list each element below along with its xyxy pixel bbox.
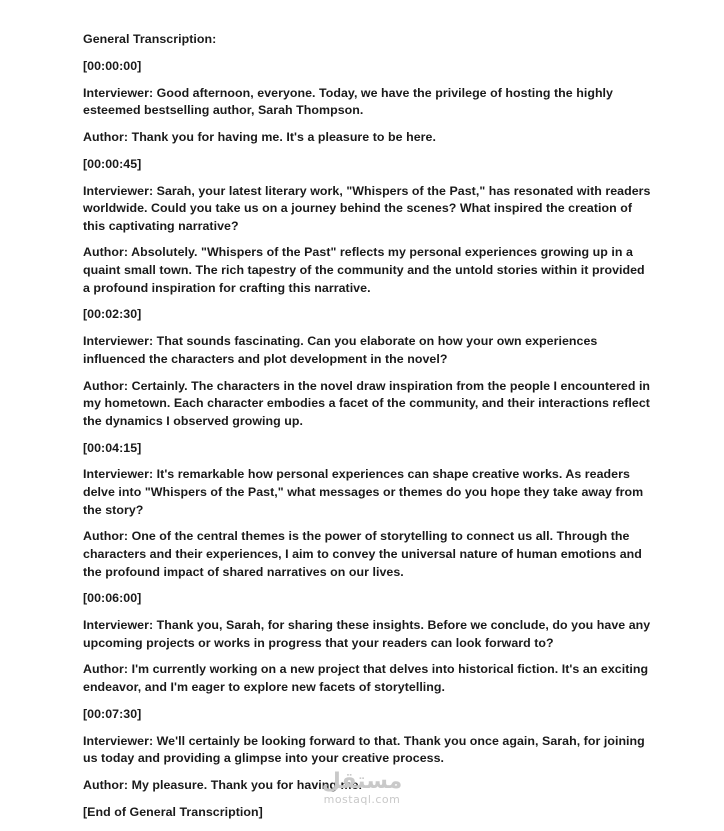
author-line: Author: Absolutely. "Whispers of the Past" reflects my personal experiences growing up in a quaint small town. The rich tapestry of the community and the untold stories within it provided a profound inspiration for crafting this narrative.: [83, 245, 645, 295]
interviewer-line: Interviewer: It's remarkable how personal experiences can shape creative works. As readers delve into "Whispers of the Past," what messages or themes do you hope they take away from the story?: [83, 467, 644, 517]
author-line: Author: Thank you for having me. It's a pleasure to be here.: [83, 129, 436, 144]
author-line: Author: One of the central themes is the power of storytelling to connect us all. Through the characters and their experiences, I aim to convey the universal nature of human emotions and the profound impact of shared narratives on our lives.: [83, 529, 642, 579]
interviewer-line: Interviewer: We'll certainly be looking forward to that. Thank you once again, Sarah, for joining us today and providing a glimpse into your creative process.: [83, 733, 645, 766]
watermark-latin-text: mostaql.com: [323, 793, 401, 806]
transcript-heading: General Transcription:: [83, 32, 217, 46]
watermark-arabic-text: مستقل: [321, 769, 403, 794]
interviewer-line: Interviewer: Thank you, Sarah, for sharing these insights. Before we conclude, do you have any upcoming projects or works in progress that your readers can look forward to?: [83, 618, 651, 650]
mostaql-watermark: [314, 770, 410, 806]
author-line: Author: I'm currently working on a new project that delves into historical fiction. It's an exciting endeavor, and I'm eager to explore new facets of storytelling.: [83, 662, 649, 695]
timestamp: [00:06:00]: [83, 591, 142, 606]
timestamp: [00:02:30]: [83, 307, 142, 322]
timestamp: [00:00:45]: [83, 156, 142, 171]
transcript-document: [83, 31, 653, 831]
timestamp: [00:00:00]: [83, 58, 142, 73]
interviewer-line: Interviewer: That sounds fascinating. Can you elaborate on how your own experiences influenced the characters and plot development in the novel?: [83, 334, 598, 366]
transcript-end-marker: [End of General Transcription]: [83, 804, 263, 819]
author-line: Author: Certainly. The characters in the novel draw inspiration from the people I encountered in my hometown. Each character embodies a facet of the community, and their interactions reflect the dynamics I observed growing up.: [83, 378, 651, 428]
timestamp: [00:04:15]: [83, 440, 142, 455]
author-line: Author: My pleasure. Thank you for having me.: [83, 777, 363, 792]
timestamp: [00:07:30]: [83, 706, 142, 721]
interviewer-line: Interviewer: Good afternoon, everyone. Today, we have the privilege of hosting the highly esteemed bestselling author, Sarah Thompson.: [83, 85, 613, 118]
interviewer-line: Interviewer: Sarah, your latest literary work, "Whispers of the Past," has resonated with readers worldwide. Could you take us on a journey behind the scenes? What inspired the creation of this captivating narrative?: [83, 183, 651, 233]
